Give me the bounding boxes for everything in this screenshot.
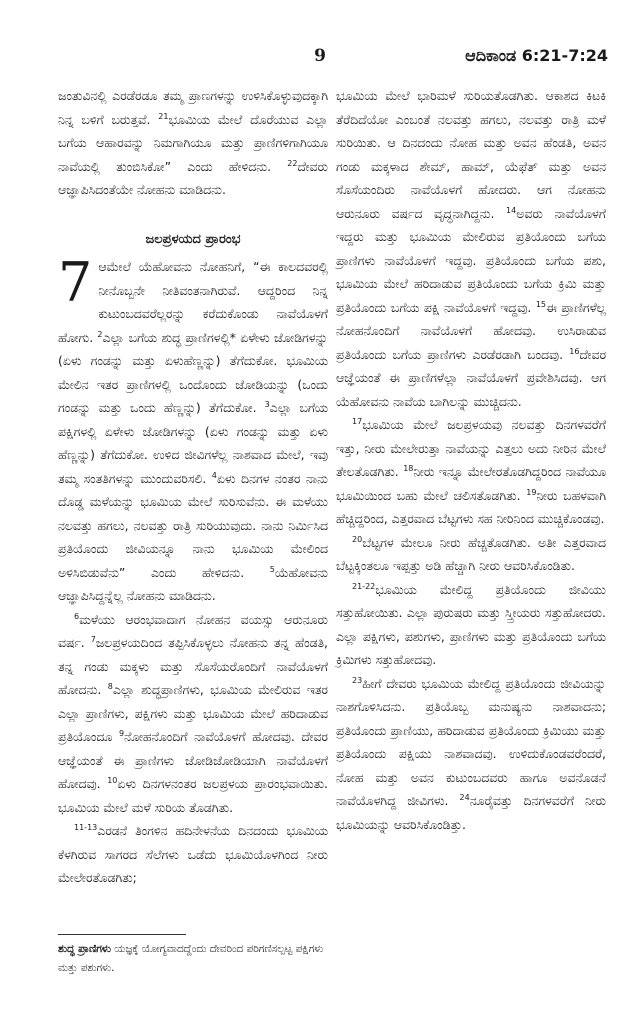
verse-number: 20 — [352, 534, 363, 544]
verse-number: 4 — [211, 470, 217, 480]
verse-number: 17 — [352, 416, 363, 426]
page-number: 9 — [314, 46, 326, 66]
verse-number: 9 — [118, 728, 125, 738]
paragraph: ಭೂಮಿಯ ಮೇಲೆ ಭಾರಿಮಳೆ ಸುರಿಯತೊಡಗಿತು. ಆಕಾಶದ ಕಿಟಕಿ ತೆರೆದಿದೆಯೋ ಎಂಬಂತೆ ನಲವತ್ತು ಹಗಲು, ನಲವತ್ತು ರಾತ್ರಿ ಮಳೆ ಸುರಿಯಿತು. ಆ ದಿನದಂದು ನೋಹ ಮತ್ತು ಅವನ ಹೆಂಡತಿ, ಅವನ ಗಂಡು ಮಕ್ಕಳಾದ ಶೇಮ್, ಹಾಮ್, ಯೆಫೆತ್ ಮತ್ತು ಅವನ ಸೊಸೆಯಂದಿರು ನಾವೆಯೊಳಗೆ ಹೋದರು. ಆಗ ನೋಹನು ಆರುನೂರು ವರ್ಷದ ವೃದ್ಧನಾಗಿದ್ದನು. $^{14}$ಅವರು ನಾವೆಯೊಳಗೆ ಇದ್ದರು ಮತ್ತು ಭೂಮಿಯ ಮೇಲಿರುವ ಪ್ರತಿಯೊಂದು ಬಗೆಯ ಪ್ರಾಣಿಗಳು ನಾವೆಯೊಳಗೆ ಇದ್ದವು. ಪ್ರತಿಯೊಂದು ಬಗೆಯ ಪಶು, ಭೂಮಿಯ ಮೇಲೆ ಹರಿದಾಡುವ ಪ್ರತಿಯೊಂದು ಬಗೆಯ ಕ್ರಿಮಿ ಮತ್ತು ಪ್ರತಿಯೊಂದು ಬಗೆಯ ಪಕ್ಷಿ ನಾವೆಯೊಳಗೆ ಇದ್ದವು. $^{15}$ಈ ಪ್ರಾಣಿಗಳೆಲ್ಲ ನೋಹನೊಂದಿಗೆ ನಾವೆಯೊಳಗೆ ಹೋದವು. ಉಸಿರಾಡುವ ಪ್ರತಿಯೊಂದು ಬಗೆಯ ಪ್ರಾಣಿಗಳು ಎರಡೆರಡಾಗಿ ಬಂದವು. $^{16}$ದೇವರ ಆಜ್ಞೆಯಂತೆ ಈ ಪ್ರಾಣಿಗಳೆಲ್ಲಾ ನಾವೆಯೊಳಗೆ ಪ್ರವೇಶಿಸಿದವು. ಆಗ ಯೆಹೋವನು ನಾವೆಯ ಬಾಗಿಲನ್ನು ಮುಚ್ಚಿದನು. — [336, 88, 606, 409]
paragraph: 7 ಆಮೇಲೆ ಯೆಹೋವನು ನೋಹನಿಗೆ, “ಈ ಕಾಲದವರಲ್ಲಿ ನೀನೊಬ್ಬನೇ ನೀತಿವಂತನಾಗಿರುವೆ. ಆದ್ದರಿಂದ ನಿನ್ನ ಕುಟುಂಬದವರೆಲ್ಲರನ್ನು ಕರೆದುಕೊಂಡು ನಾವೆಯೊಳಗೆ ಹೋಗು. $^2$ಎಲ್ಲಾ ಬಗೆಯ ಶುದ್ಧ ಪ್ರಾಣಿಗಳಲ್ಲಿ* ಏಳೇಳು ಜೋಡಿಗಳನ್ನು (ಏಳು ಗಂಡನ್ನು ಮತ್ತು ಏಳುಹೆಣ್ಣನ್ನು) ತೆಗೆದುಕೋ. ಭೂಮಿಯ ಮೇಲಿನ ಇತರ ಪ್ರಾಣಿಗಳಲ್ಲಿ ಒಂದೊಂದು ಜೋಡಿಯನ್ನು (ಒಂದು ಗಂಡನ್ನು ಮತ್ತು ಒಂದು ಹೆಣ್ಣನ್ನು) ತೆಗೆದುಕೋ. $^3$ಎಲ್ಲಾ ಬಗೆಯ ಪಕ್ಷಿಗಳಲ್ಲಿ ಏಳೇಳು ಜೋಡಿಗಳನ್ನು (ಏಳು ಗಂಡನ್ನು ಮತ್ತು ಏಳು ಹೆಣ್ಣನ್ನು) ತೆಗೆದುಕೋ. ಉಳಿದ ಜೀವಿಗಳೆಲ್ಲ ನಾಶವಾದ ಮೇಲೆ, ಇವು ತಮ್ಮ ಸಂತತಿಗಳನ್ನು ಮುಂದುವರಿಸಲಿ. $^4$ಏಳು ದಿನಗಳ ನಂತರ ನಾನು ದೊಡ್ಡ ಮಳೆಯನ್ನು ಭೂಮಿಯ ಮೇಲೆ ಸುರಿಸುವೆನು. ಈ ಮಳೆಯು ನಲವತ್ತು ಹಗಲು, ನಲವತ್ತು ರಾತ್ರಿ ಸುರಿಯುವುದು. ನಾನು ನಿರ್ಮಿಸಿದ ಪ್ರತಿಯೊಂದು ಜೀವಿಯನ್ನೂ ನಾನು ಭೂಮಿಯ ಮೇಲಿಂದ ಅಳಿಸಿಬಿಡುವೆನು” ಎಂದು ಹೇಳಿದನು. $^5$ಯೆಹೋವನು ಆಜ್ಞಾಪಿಸಿದ್ದನ್ನೆಲ್ಲ ನೋಹನು ಮಾಡಿದನು. — [58, 251, 328, 603]
verse-number: 22 — [287, 158, 298, 168]
footnote — [58, 940, 326, 978]
verse-number: 14 — [506, 205, 517, 215]
verse-number: 24 — [459, 792, 470, 802]
verse-number: 11-13 — [74, 822, 98, 832]
footnote-divider — [58, 934, 186, 935]
verse-number: 15 — [535, 299, 547, 309]
verse-number: 8 — [107, 681, 113, 691]
verse-number: 6 — [74, 611, 80, 621]
paragraph: $^{20}$ಬೆಟ್ಟಗಳ ಮೇಲೂ ನೀರು ಹೆಚ್ಚತೊಡಗಿತು. ಅತೀ ಎತ್ತರವಾದ ಬೆಟ್ಟಕ್ಕಿಂತಲೂ ಇಪ್ಪತ್ತು ಅಡಿ ಹೆಚ್ಚಾಗಿ ನೀರು ಆವರಿಸಿಕೊಂಡಿತು. — [336, 534, 606, 573]
verse-number: 21-22 — [352, 581, 376, 591]
paragraph: $^{21-22}$ಭೂಮಿಯ ಮೇಲಿದ್ದ ಪ್ರತಿಯೊಂದು ಜೀವಿಯು ಸತ್ತುಹೋಯಿತು. ಎಲ್ಲಾ ಪುರುಷರು ಮತ್ತು ಸ್ತ್ರೀಯರು ಸತ್ತುಹೋದರು. ಎಲ್ಲಾ ಪಕ್ಷಿಗಳು, ಪಶುಗಳು, ಪ್ರಾಣಿಗಳು ಮತ್ತು ಪ್ರತಿಯೊಂದು ಬಗೆಯ ಕ್ರಿಮಿಗಳು ಸತ್ತುಹೋದವು. — [336, 581, 606, 667]
chapter-number: 7 — [58, 251, 93, 314]
footnote-term: ಶುದ್ಧ ಪ್ರಾಣಿಗಳು — [58, 943, 111, 955]
verse-number: 19 — [526, 487, 537, 497]
verse-number: 18 — [403, 463, 414, 473]
verse-number: 10 — [107, 775, 118, 785]
paragraph: ಜಂತುವಿನಲ್ಲಿ ಎರಡೆರಡೂ ತಮ್ಮ ಪ್ರಾಣಗಳನ್ನು ಉಳಿಸಿಕೊಳ್ಳುವುದಕ್ಕಾಗಿ ನಿನ್ನ ಬಳಿಗೆ ಬರುತ್ತವೆ. $^{21}$ಭೂಮಿಯ ಮೇಲೆ ದೊರೆಯುವ ಎಲ್ಲಾ ಬಗೆಯ ಆಹಾರವನ್ನು ನಿಮಗಾಗಿಯೂ ಮತ್ತು ಪ್ರಾಣಿಗಳಿಗಾಗಿಯೂ ನಾವೆಯಲ್ಲಿ ತುಂಬಿಸಿಕೋ” ಎಂದು ಹೇಳಿದನು. $^{22}$ದೇವರು ಆಜ್ಞಾಪಿಸಿದಂತೆಯೇ ನೋಹನು ಮಾಡಿದನು. — [58, 88, 328, 197]
verse-number: 5 — [269, 564, 275, 574]
verse-number: 23 — [352, 675, 363, 685]
paragraph: $^{11-13}$ಎರಡನೆ ತಿಂಗಳಿನ ಹದಿನೇಳನೆಯ ದಿನದಂದು ಭೂಮಿಯ ಕೆಳಗಿರುವ ಸಾಗರದ ಸೆಲೆಗಳು ಒಡೆದು ಭೂಮಿಯೊಳಗಿಂದ ನೀರು ಮೇಲೇರತೊಡಗಿತು; — [58, 822, 328, 885]
footnote-marker: * — [229, 329, 236, 345]
verse-number: 3 — [264, 399, 270, 409]
verse-number: 21 — [158, 111, 169, 121]
section-heading: ಜಲಪ್ರಳಯದ ಪ್ರಾರಂಭ — [145, 231, 241, 247]
left-column — [58, 84, 328, 890]
paragraph: $^{17}$ಭೂಮಿಯ ಮೇಲೆ ಜಲಪ್ರಳಯವು ನಲವತ್ತು ದಿನಗಳವರೆಗೆ ಇತ್ತು, ನೀರು ಮೇಲೇರುತ್ತಾ ನಾವೆಯನ್ನು ಎತ್ತಲು ಅದು ನೀರಿನ ಮೇಲೆ ತೇಲತೊಡಗಿತು. $^{18}$ನೀರು ಇನ್ನೂ ಮೇಲೇರತೊಡಗಿದ್ದರಿಂದ ನಾವೆಯೂ ಭೂಮಿಯಿಂದ ಬಹು ಮೇಲೆ ಚಲಿಸತೊಡಗಿತು. $^{19}$ನೀರು ಬಹಳವಾಗಿ ಹೆಚ್ಚಿದ್ದರಿಂದ, ಎತ್ತರವಾದ ಬೆಟ್ಟಗಳು ಸಹ ನೀರಿನಿಂದ ಮುಚ್ಚಿಕೊಂಡವು. — [336, 416, 606, 526]
verse-number: 7 — [90, 634, 96, 644]
paragraph: $^6$ಮಳೆಯು ಆರಂಭವಾದಾಗ ನೋಹನ ವಯಸ್ಸು ಆರುನೂರು ವರ್ಷ. $^7$ಜಲಪ್ರಳಯದಿಂದ ತಪ್ಪಿಸಿಕೊಳ್ಳಲು ನೋಹನು ತನ್ನ ಹೆಂಡತಿ, ತನ್ನ ಗಂಡು ಮಕ್ಕಳು ಮತ್ತು ಸೊಸೆಯರೊಂದಿಗೆ ನಾವೆಯೊಳಗೆ ಹೋದನು. $^8$ಎಲ್ಲಾ ಶುದ್ಧಪ್ರಾಣಿಗಳು, ಭೂಮಿಯ ಮೇಲಿರುವ ಇತರ ಎಲ್ಲಾ ಪ್ರಾಣಿಗಳು, ಪಕ್ಷಿಗಳು ಮತ್ತು ಭೂಮಿಯ ಮೇಲೆ ಹರಿದಾಡುವ ಪ್ರತಿಯೊಂದೂ $^9$ನೋಹನೊಂದಿಗೆ ನಾವೆಯೊಳಗೆ ಹೋದವು. ದೇವರ ಆಜ್ಞೆಯಂತೆ ಈ ಪ್ರಾಣಿಗಳು ಜೋಡಿಜೋಡಿಯಾಗಿ ನಾವೆಯೊಳಗೆ ಹೋದವು. $^{10}$ಏಳು ದಿನಗಳನಂತರ ಜಲಪ್ರಳಯ ಪ್ರಾರಂಭವಾಯಿತು. ಭೂಮಿಯ ಮೇಲೆ ಮಳೆ ಸುರಿಯ ತೊಡಗಿತು. — [58, 611, 328, 815]
running-head: ಆದಿಕಾಂಡ 6:21-7:24 — [465, 46, 608, 65]
verse-number: 16 — [569, 346, 580, 356]
verse-number: 2 — [97, 329, 103, 339]
paragraph: $^{23}$ಹೀಗೆ ದೇವರು ಭೂಮಿಯ ಮೇಲಿದ್ದ ಪ್ರತಿಯೊಂದು ಜೀವಿಯನ್ನು ನಾಶಗೊಳಿಸಿದನು. ಪ್ರತಿಯೊಬ್ಬ ಮನುಷ್ಯನು ನಾಶವಾದನು; ಪ್ರತಿಯೊಂದು ಪ್ರಾಣಿಯು, ಹರಿದಾಡುವ ಪ್ರತಿಯೊಂದು ಕ್ರಿಮಿಯು ಮತ್ತು ಪ್ರತಿಯೊಂದು ಪಕ್ಷಿಯು ನಾಶವಾದವು. ಉಳಿದುಕೊಂಡವರೆಂದರೆ, ನೋಹ ಮತ್ತು ಅವನ ಕುಟುಂಬದವರು ಹಾಗೂ ಅವನೊಡನೆ ನಾವೆಯೊಳಗಿದ್ದ ಜೀವಿಗಳು. $^{24}$ನೂರೈವತ್ತು ದಿನಗಳವರೆಗೆ ನೀರು ಭೂಮಿಯನ್ನು ಆವರಿಸಿಕೊಂಡಿತ್ತು. — [336, 675, 606, 832]
footnote-text: ಯಜ್ಞಕ್ಕೆ ಯೋಗ್ಯವಾದದ್ದೆಂದು ದೇವರಿಂದ ಪರಿಗಣಿಸಲ್ಪಟ್ಟ ಪಕ್ಷಿಗಳು ಮತ್ತು ಪಶುಗಳು. — [58, 943, 324, 974]
right-column — [336, 84, 606, 836]
